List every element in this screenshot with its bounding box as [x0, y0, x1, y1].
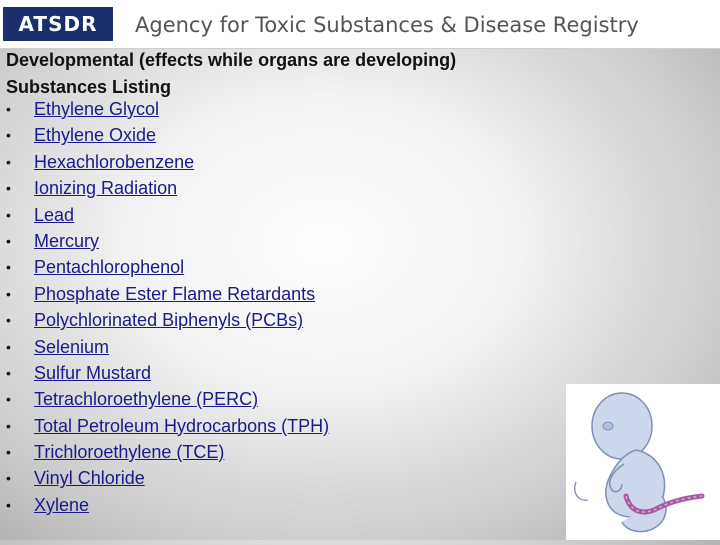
list-item	[0, 96, 329, 122]
fetus-image	[566, 384, 720, 540]
substance-link-vinyl-chloride[interactable]: Vinyl Chloride	[34, 468, 145, 489]
substance-link-mercury[interactable]: Mercury	[34, 230, 100, 251]
substance-link-ionizing-radiation[interactable]: Ionizing Radiation	[34, 178, 178, 199]
page-title-line-1: Developmental (effects while organs are developing)	[6, 50, 457, 70]
list-item	[0, 281, 329, 307]
list-item	[0, 175, 329, 201]
substance-link-ethylene-glycol[interactable]: Ethylene Glycol	[34, 99, 160, 119]
bullet-icon: •	[6, 153, 11, 170]
list-item	[0, 334, 329, 360]
bullet-icon: •	[6, 470, 11, 487]
bullet-icon: •	[6, 417, 11, 434]
list-item	[0, 122, 329, 148]
bullet-icon: •	[6, 206, 11, 223]
bullet-icon: •	[6, 364, 11, 381]
bullet-icon: •	[6, 232, 11, 249]
bullet-icon: •	[6, 101, 11, 117]
list-item	[0, 439, 329, 465]
substance-link-pentachlorophenol[interactable]: Pentachlorophenol	[34, 257, 185, 278]
bullet-icon: •	[6, 285, 11, 302]
substance-link-total-petroleum-hydrocarbons[interactable]: Total Petroleum Hydrocarbons (TPH)	[34, 415, 330, 436]
list-item	[0, 307, 329, 333]
list-item	[0, 465, 329, 491]
list-item	[0, 149, 329, 175]
bullet-icon: •	[6, 496, 11, 513]
substance-link-xylene[interactable]: Xylene	[34, 494, 90, 515]
substance-link-trichloroethylene[interactable]: Trichloroethylene (TCE)	[34, 442, 225, 463]
atsdr-logo[interactable]: ATSDR	[3, 7, 113, 41]
page-title	[6, 47, 566, 101]
list-item	[0, 492, 329, 518]
header-banner	[0, 0, 720, 49]
list-item	[0, 228, 329, 254]
substance-link-sulfur-mustard[interactable]: Sulfur Mustard	[34, 362, 152, 383]
substance-link-lead[interactable]: Lead	[34, 204, 75, 225]
substance-link-selenium[interactable]: Selenium	[34, 336, 110, 357]
list-item	[0, 386, 329, 412]
bullet-icon: •	[6, 180, 11, 197]
bullet-icon: •	[6, 444, 11, 461]
substance-link-hexachlorobenzene[interactable]: Hexachlorobenzene	[34, 151, 195, 172]
bullet-icon: •	[6, 127, 11, 144]
bullet-icon: •	[6, 338, 11, 355]
substance-link-tetrachloroethylene[interactable]: Tetrachloroethylene (PERC)	[34, 389, 259, 410]
fetus-illustration-icon	[566, 384, 720, 540]
substances-list	[0, 96, 329, 518]
list-item	[0, 254, 329, 280]
bullet-icon: •	[6, 391, 11, 408]
list-item	[0, 202, 329, 228]
bullet-icon: •	[6, 259, 11, 276]
substance-link-phosphate-ester-flame-retardants[interactable]: Phosphate Ester Flame Retardants	[34, 283, 316, 304]
agency-name: Agency for Toxic Substances & Disease Registry	[135, 13, 639, 37]
substance-link-pcbs[interactable]: Polychlorinated Biphenyls (PCBs)	[34, 310, 304, 331]
substance-link-ethylene-oxide[interactable]: Ethylene Oxide	[34, 125, 157, 146]
bullet-icon: •	[6, 312, 11, 329]
page-title-line-2: Substances Listing	[6, 77, 172, 97]
list-item	[0, 360, 329, 386]
list-item	[0, 413, 329, 439]
